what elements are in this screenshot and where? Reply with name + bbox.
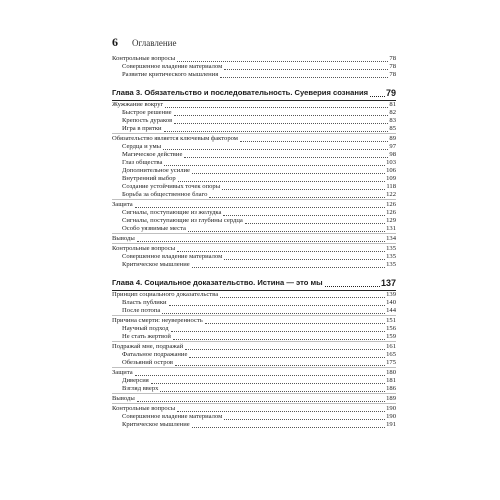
dot-leader — [135, 207, 385, 208]
toc-entry-page: 165 — [386, 351, 396, 358]
toc-entry-title: Совершенное владение материалом — [122, 413, 223, 420]
toc-subsection-entry — [112, 359, 396, 367]
toc-entry-title: Жужжание вокруг — [112, 101, 164, 108]
dot-leader — [325, 286, 380, 287]
toc-subsection-entry — [112, 143, 396, 151]
toc-entry-title: Магическое действие — [122, 151, 183, 158]
toc-section-entry — [112, 55, 396, 63]
chapter-page: 137 — [380, 278, 396, 288]
page-number: 6 — [112, 35, 118, 49]
toc-entry-title: Выводы — [112, 235, 135, 242]
toc-subsection-entry — [112, 385, 396, 393]
toc-entry-page: 78 — [389, 71, 396, 78]
toc-entry-title: Обязательство является ключевым фактором — [112, 135, 238, 142]
dot-leader — [189, 357, 385, 358]
toc-entry-page: 135 — [386, 261, 396, 268]
toc-entry-page: 134 — [386, 235, 396, 242]
toc-group — [112, 367, 396, 393]
dot-leader — [185, 349, 385, 350]
toc-entry-title: Критическое мышление — [122, 261, 190, 268]
dot-leader — [151, 383, 385, 384]
toc-entry-page: 83 — [389, 117, 396, 124]
toc-entry-title: Контрольные вопросы — [112, 405, 176, 412]
toc-entry-title: Развитие критического мышления — [122, 71, 219, 78]
toc-entry-page: 190 — [386, 413, 396, 420]
toc-entry-page: 129 — [386, 217, 396, 224]
toc-subsection-entry — [112, 183, 396, 191]
toc-group — [112, 341, 396, 367]
toc-entry-title: Дополнительное усилие — [122, 167, 190, 174]
dot-leader — [165, 107, 388, 108]
dot-leader — [370, 96, 385, 97]
toc-section-entry — [112, 291, 396, 299]
toc-section-entry — [112, 369, 396, 377]
toc-subsection-entry — [112, 209, 396, 217]
toc-subsection-entry — [112, 175, 396, 183]
toc-subsection-entry — [112, 225, 396, 233]
dot-leader — [224, 259, 385, 260]
toc-group — [112, 315, 396, 341]
dot-leader — [220, 77, 388, 78]
toc-subsection-entry — [112, 109, 396, 117]
toc-entry-title: Не стать жертвой — [122, 333, 171, 340]
toc-entry-page: 191 — [386, 421, 396, 428]
toc-entry-page: 140 — [386, 299, 396, 306]
toc-entry-title: Научный подход — [122, 325, 169, 332]
dot-leader — [222, 189, 385, 190]
toc-entry-title: Быстрое решение — [122, 109, 172, 116]
toc-entry-page: 139 — [386, 291, 396, 298]
toc-group — [112, 233, 396, 243]
toc-entry-title: Крепость дураков — [122, 117, 173, 124]
dot-leader — [175, 365, 385, 366]
toc-entry-page: 106 — [386, 167, 396, 174]
toc-entry-title: Обезьяний остров — [122, 359, 173, 366]
dot-leader — [162, 313, 385, 314]
dot-leader — [240, 141, 388, 142]
dot-leader — [178, 181, 385, 182]
running-title: Оглавление — [132, 38, 177, 48]
toc-subsection-entry — [112, 125, 396, 133]
toc-section-entry — [112, 101, 396, 109]
dot-leader — [220, 297, 385, 298]
toc-entry-title: Борьба за общественное благо — [122, 191, 208, 198]
toc-group — [112, 101, 396, 133]
toc-subsection-entry — [112, 159, 396, 167]
dot-leader — [209, 197, 385, 198]
chapter-heading — [112, 87, 396, 101]
toc-entry-page: 180 — [386, 369, 396, 376]
toc-entry-title: Совершенное владение материалом — [122, 63, 223, 70]
toc-entry-page: 135 — [386, 253, 396, 260]
toc-group — [112, 133, 396, 199]
toc-entry-page: 89 — [389, 135, 396, 142]
toc-entry-page: 135 — [386, 245, 396, 252]
dot-leader — [224, 419, 385, 420]
toc-entry-title: Защита — [112, 201, 133, 208]
toc-subsection-entry — [112, 299, 396, 307]
toc-entry-page: 78 — [389, 55, 396, 62]
toc-subsection-entry — [112, 421, 396, 429]
dot-leader — [169, 305, 386, 306]
toc-entry-page: 82 — [389, 109, 396, 116]
toc-entry-title: Выводы — [112, 395, 135, 402]
toc-entry-title: Защита — [112, 369, 133, 376]
toc-entry-page: 161 — [386, 343, 396, 350]
dot-leader — [177, 61, 388, 62]
dot-leader — [224, 69, 388, 70]
dot-leader — [163, 149, 388, 150]
toc-entry-page: 85 — [389, 125, 396, 132]
table-of-contents — [112, 55, 396, 429]
toc-subsection-entry — [112, 413, 396, 421]
chapter-page: 79 — [385, 88, 396, 98]
toc-entry-page: 186 — [386, 385, 396, 392]
toc-entry-title: Сигналы, поступающие из глубины сердца — [122, 217, 243, 224]
toc-entry-title: Глаз общества — [122, 159, 163, 166]
dot-leader — [164, 131, 389, 132]
toc-section-entry — [112, 395, 396, 403]
toc-subsection-entry — [112, 217, 396, 225]
toc-entry-title: Причина смерти: неуверенность — [112, 317, 203, 324]
dot-leader — [192, 173, 385, 174]
toc-entry-title: После потопа — [122, 307, 161, 314]
toc-entry-page: 181 — [386, 377, 396, 384]
dot-leader — [192, 427, 385, 428]
toc-subsection-entry — [112, 191, 396, 199]
toc-subsection-entry — [112, 377, 396, 385]
toc-section-entry — [112, 245, 396, 253]
dot-leader — [223, 215, 385, 216]
toc-entry-page: 118 — [386, 183, 396, 190]
toc-entry-page: 144 — [386, 307, 396, 314]
toc-entry-title: Сигналы, поступающие из желудка — [122, 209, 222, 216]
toc-entry-title: Внутренний выбор — [122, 175, 176, 182]
toc-subsection-entry — [112, 71, 396, 79]
toc-entry-page: 98 — [389, 151, 396, 158]
toc-entry-title: Принцип социального доказательства — [112, 291, 219, 298]
toc-entry-page: 78 — [389, 63, 396, 70]
toc-entry-page: 97 — [389, 143, 396, 150]
toc-entry-page: 122 — [386, 191, 396, 198]
toc-subsection-entry — [112, 261, 396, 269]
dot-leader — [184, 157, 388, 158]
toc-subsection-entry — [112, 151, 396, 159]
dot-leader — [173, 339, 385, 340]
toc-section-entry — [112, 201, 396, 209]
dot-leader — [160, 391, 385, 392]
dot-leader — [188, 231, 385, 232]
chapter-title: Глава 4. Социальное доказательство. Истина — это мы — [112, 278, 323, 287]
toc-entry-title: Власть публики — [122, 299, 167, 306]
dot-leader — [171, 331, 386, 332]
toc-entry-title: Взгляд вверх — [122, 385, 159, 392]
dot-leader — [164, 165, 385, 166]
toc-section-entry — [112, 317, 396, 325]
page-header — [112, 35, 392, 51]
toc-entry-page: 189 — [386, 395, 396, 402]
toc-entry-title: Подражай мне, подражай — [112, 343, 184, 350]
toc-entry-page: 159 — [386, 333, 396, 340]
toc-entry-title: Диверсия — [122, 377, 149, 384]
toc-subsection-entry — [112, 351, 396, 359]
dot-leader — [137, 401, 385, 402]
toc-entry-title: Игра в прятки — [122, 125, 162, 132]
toc-section-entry — [112, 343, 396, 351]
toc-entry-page: 151 — [386, 317, 396, 324]
toc-entry-page: 126 — [386, 201, 396, 208]
toc-section-entry — [112, 405, 396, 413]
toc-subsection-entry — [112, 333, 396, 341]
toc-section-entry — [112, 235, 396, 243]
toc-entry-page: 109 — [386, 175, 396, 182]
dot-leader — [205, 323, 385, 324]
toc-entry-title: Совершенное владение материалом — [122, 253, 223, 260]
toc-entry-title: Контрольные вопросы — [112, 245, 176, 252]
dot-leader — [177, 251, 385, 252]
toc-entry-title: Фатальное подражание — [122, 351, 188, 358]
toc-entry-title: Особо уязвимые места — [122, 225, 186, 232]
toc-entry-page: 103 — [386, 159, 396, 166]
toc-entry-page: 81 — [389, 101, 396, 108]
toc-entry-title: Создание устойчивых точек опоры — [122, 183, 221, 190]
toc-entry-title: Критическое мышление — [122, 421, 190, 428]
toc-subsection-entry — [112, 117, 396, 125]
toc-section-entry — [112, 135, 396, 143]
toc-entry-page: 126 — [386, 209, 396, 216]
toc-group — [112, 243, 396, 269]
chapter-title: Глава 3. Обязательство и последовательность. Суеверия сознания — [112, 88, 369, 97]
toc-subsection-entry — [112, 167, 396, 175]
chapter-heading — [112, 277, 396, 291]
toc-subsection-entry — [112, 325, 396, 333]
toc-entry-page: 131 — [386, 225, 396, 232]
dot-leader — [177, 411, 385, 412]
toc-subsection-entry — [112, 253, 396, 261]
toc-group — [112, 199, 396, 233]
toc-entry-title: Контрольные вопросы — [112, 55, 176, 62]
toc-entry-page: 156 — [386, 325, 396, 332]
toc-entry-title: Сердца и умы — [122, 143, 162, 150]
dot-leader — [245, 223, 385, 224]
toc-subsection-entry — [112, 63, 396, 71]
toc-entry-page: 190 — [386, 405, 396, 412]
dot-leader — [174, 115, 389, 116]
toc-group — [112, 393, 396, 403]
toc-group — [112, 291, 396, 315]
dot-leader — [192, 267, 385, 268]
dot-leader — [174, 123, 388, 124]
toc-group — [112, 55, 396, 79]
toc-subsection-entry — [112, 307, 396, 315]
dot-leader — [137, 241, 385, 242]
toc-entry-page: 175 — [386, 359, 396, 366]
dot-leader — [135, 375, 385, 376]
toc-group — [112, 403, 396, 429]
